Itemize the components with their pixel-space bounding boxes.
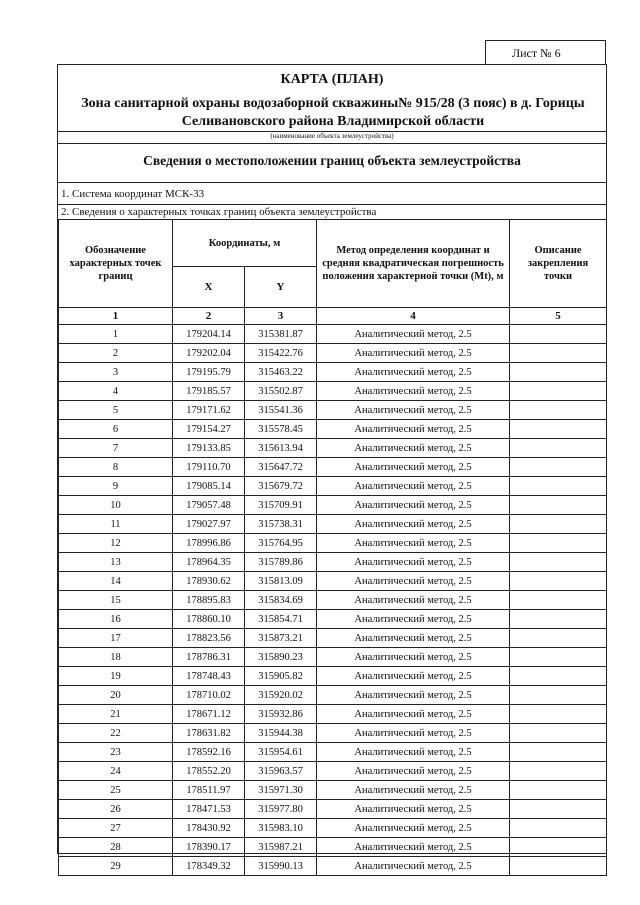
point-number-cell: 19 <box>59 667 173 686</box>
method-cell: Аналитический метод, 2.5 <box>317 610 510 629</box>
table-row <box>59 344 607 363</box>
point-number-cell: 6 <box>59 420 173 439</box>
point-number-cell: 29 <box>59 857 173 876</box>
table-row <box>59 572 607 591</box>
description-cell <box>510 363 607 382</box>
description-cell <box>510 420 607 439</box>
x-coordinate-cell: 178895.83 <box>173 591 245 610</box>
y-coordinate-cell: 315647.72 <box>245 458 317 477</box>
x-coordinate-cell: 178823.56 <box>173 629 245 648</box>
x-coordinate-cell: 178748.43 <box>173 667 245 686</box>
method-cell: Аналитический метод, 2.5 <box>317 819 510 838</box>
description-cell <box>510 800 607 819</box>
x-coordinate-cell: 178471.53 <box>173 800 245 819</box>
column-number-row <box>59 308 607 325</box>
x-coordinate-cell: 178671.12 <box>173 705 245 724</box>
point-number-cell: 3 <box>59 363 173 382</box>
x-coordinate-cell: 179171.62 <box>173 401 245 420</box>
y-coordinate-cell: 315905.82 <box>245 667 317 686</box>
section-title: Сведения о местоположении границ объекта землеустройства <box>143 153 521 168</box>
method-cell: Аналитический метод, 2.5 <box>317 344 510 363</box>
col-header-y: Y <box>245 267 317 308</box>
point-number-cell: 11 <box>59 515 173 534</box>
description-cell <box>510 325 607 344</box>
x-coordinate-cell: 178390.17 <box>173 838 245 857</box>
description-cell <box>510 667 607 686</box>
method-cell: Аналитический метод, 2.5 <box>317 401 510 420</box>
method-cell: Аналитический метод, 2.5 <box>317 458 510 477</box>
y-coordinate-cell: 315834.69 <box>245 591 317 610</box>
y-coordinate-cell: 315764.95 <box>245 534 317 553</box>
x-coordinate-cell: 179185.57 <box>173 382 245 401</box>
table-row <box>59 363 607 382</box>
x-coordinate-cell: 178930.62 <box>173 572 245 591</box>
point-number-cell: 4 <box>59 382 173 401</box>
description-cell <box>510 838 607 857</box>
description-cell <box>510 477 607 496</box>
x-coordinate-cell: 179154.27 <box>173 420 245 439</box>
method-cell: Аналитический метод, 2.5 <box>317 648 510 667</box>
x-coordinate-cell: 179027.97 <box>173 515 245 534</box>
description-cell <box>510 496 607 515</box>
table-row <box>59 458 607 477</box>
description-cell <box>510 686 607 705</box>
y-coordinate-cell: 315977.80 <box>245 800 317 819</box>
y-coordinate-cell: 315422.76 <box>245 344 317 363</box>
y-coordinate-cell: 315613.94 <box>245 439 317 458</box>
table-row <box>59 439 607 458</box>
description-cell <box>510 743 607 762</box>
table-row <box>59 762 607 781</box>
column-number: 2 <box>173 308 245 325</box>
point-number-cell: 14 <box>59 572 173 591</box>
point-number-cell: 20 <box>59 686 173 705</box>
x-coordinate-cell: 178430.92 <box>173 819 245 838</box>
y-coordinate-cell: 315954.61 <box>245 743 317 762</box>
divider <box>58 143 606 144</box>
method-cell: Аналитический метод, 2.5 <box>317 705 510 724</box>
col-header-x: X <box>173 267 245 308</box>
table-row <box>59 496 607 515</box>
x-coordinate-cell: 178996.86 <box>173 534 245 553</box>
table-row <box>59 648 607 667</box>
col-header-point: Обозначение характерных точек границ <box>59 220 173 308</box>
method-cell: Аналитический метод, 2.5 <box>317 724 510 743</box>
y-coordinate-cell: 315920.02 <box>245 686 317 705</box>
table-row <box>59 629 607 648</box>
description-cell <box>510 781 607 800</box>
description-cell <box>510 819 607 838</box>
point-number-cell: 22 <box>59 724 173 743</box>
points-section-label: 2. Сведения о характерных точках границ объекта землеустройства <box>61 206 377 218</box>
x-coordinate-cell: 178710.02 <box>173 686 245 705</box>
description-cell <box>510 762 607 781</box>
point-number-cell: 21 <box>59 705 173 724</box>
document-title: КАРТА (ПЛАН) <box>280 72 384 87</box>
y-coordinate-cell: 315709.91 <box>245 496 317 515</box>
method-cell: Аналитический метод, 2.5 <box>317 325 510 344</box>
document-subtitle: Зона санитарной охраны водозаборной скважины№ 915/28 (3 пояс) в д. Горицы Селивановского района Владимирской области <box>81 96 585 129</box>
column-number: 1 <box>59 308 173 325</box>
table-row <box>59 382 607 401</box>
method-cell: Аналитический метод, 2.5 <box>317 477 510 496</box>
column-number: 4 <box>317 308 510 325</box>
object-caption: (наименование объекта землеустройства) <box>270 132 394 140</box>
x-coordinate-cell: 179085.14 <box>173 477 245 496</box>
x-coordinate-cell: 178511.97 <box>173 781 245 800</box>
point-number-cell: 16 <box>59 610 173 629</box>
point-number-cell: 9 <box>59 477 173 496</box>
x-coordinate-cell: 179110.70 <box>173 458 245 477</box>
description-cell <box>510 458 607 477</box>
description-cell <box>510 857 607 876</box>
table-row <box>59 420 607 439</box>
divider <box>58 204 606 205</box>
table-row <box>59 534 607 553</box>
description-cell <box>510 572 607 591</box>
sheet-number: Лист № 6 <box>485 40 606 64</box>
point-number-cell: 28 <box>59 838 173 857</box>
method-cell: Аналитический метод, 2.5 <box>317 800 510 819</box>
divider <box>58 182 606 183</box>
table-row <box>59 686 607 705</box>
description-cell <box>510 648 607 667</box>
y-coordinate-cell: 315963.57 <box>245 762 317 781</box>
y-coordinate-cell: 315738.31 <box>245 515 317 534</box>
table-row <box>59 819 607 838</box>
method-cell: Аналитический метод, 2.5 <box>317 439 510 458</box>
table-row <box>59 800 607 819</box>
y-coordinate-cell: 315990.13 <box>245 857 317 876</box>
method-cell: Аналитический метод, 2.5 <box>317 572 510 591</box>
y-coordinate-cell: 315873.21 <box>245 629 317 648</box>
method-cell: Аналитический метод, 2.5 <box>317 781 510 800</box>
table-row <box>59 743 607 762</box>
column-number: 3 <box>245 308 317 325</box>
point-number-cell: 7 <box>59 439 173 458</box>
table-row <box>59 838 607 857</box>
method-cell: Аналитический метод, 2.5 <box>317 629 510 648</box>
method-cell: Аналитический метод, 2.5 <box>317 686 510 705</box>
description-cell <box>510 515 607 534</box>
y-coordinate-cell: 315463.22 <box>245 363 317 382</box>
table-row <box>59 515 607 534</box>
point-number-cell: 15 <box>59 591 173 610</box>
col-header-description: Описание закрепления точки <box>510 220 607 308</box>
y-coordinate-cell: 315679.72 <box>245 477 317 496</box>
method-cell: Аналитический метод, 2.5 <box>317 420 510 439</box>
method-cell: Аналитический метод, 2.5 <box>317 553 510 572</box>
table-row <box>59 724 607 743</box>
y-coordinate-cell: 315381.87 <box>245 325 317 344</box>
y-coordinate-cell: 315932.86 <box>245 705 317 724</box>
description-cell <box>510 382 607 401</box>
x-coordinate-cell: 178860.10 <box>173 610 245 629</box>
x-coordinate-cell: 178786.31 <box>173 648 245 667</box>
description-cell <box>510 439 607 458</box>
method-cell: Аналитический метод, 2.5 <box>317 382 510 401</box>
table-row <box>59 477 607 496</box>
point-number-cell: 2 <box>59 344 173 363</box>
coordinate-system: 1. Система координат МСК-33 <box>61 188 205 200</box>
description-cell <box>510 344 607 363</box>
y-coordinate-cell: 315983.10 <box>245 819 317 838</box>
x-coordinate-cell: 179057.48 <box>173 496 245 515</box>
col-header-method: Метод определения координат и средняя квадратическая погрешность положения характерной точки (Mt), м <box>317 220 510 308</box>
table-row <box>59 591 607 610</box>
description-cell <box>510 534 607 553</box>
point-number-cell: 12 <box>59 534 173 553</box>
y-coordinate-cell: 315813.09 <box>245 572 317 591</box>
y-coordinate-cell: 315502.87 <box>245 382 317 401</box>
x-coordinate-cell: 178592.16 <box>173 743 245 762</box>
y-coordinate-cell: 315541.36 <box>245 401 317 420</box>
x-coordinate-cell: 178631.82 <box>173 724 245 743</box>
x-coordinate-cell: 179133.85 <box>173 439 245 458</box>
method-cell: Аналитический метод, 2.5 <box>317 591 510 610</box>
x-coordinate-cell: 179204.14 <box>173 325 245 344</box>
table-row <box>59 705 607 724</box>
point-number-cell: 17 <box>59 629 173 648</box>
point-number-cell: 24 <box>59 762 173 781</box>
col-header-coordinates: Координаты, м <box>173 220 317 267</box>
point-number-cell: 10 <box>59 496 173 515</box>
point-number-cell: 1 <box>59 325 173 344</box>
description-cell <box>510 610 607 629</box>
method-cell: Аналитический метод, 2.5 <box>317 363 510 382</box>
x-coordinate-cell: 178552.20 <box>173 762 245 781</box>
method-cell: Аналитический метод, 2.5 <box>317 534 510 553</box>
table-row <box>59 857 607 876</box>
x-coordinate-cell: 178964.35 <box>173 553 245 572</box>
y-coordinate-cell: 315944.38 <box>245 724 317 743</box>
method-cell: Аналитический метод, 2.5 <box>317 838 510 857</box>
y-coordinate-cell: 315971.30 <box>245 781 317 800</box>
point-number-cell: 23 <box>59 743 173 762</box>
description-cell <box>510 591 607 610</box>
point-number-cell: 25 <box>59 781 173 800</box>
document-frame <box>57 64 607 872</box>
y-coordinate-cell: 315890.23 <box>245 648 317 667</box>
point-number-cell: 8 <box>59 458 173 477</box>
table-row <box>59 553 607 572</box>
description-cell <box>510 724 607 743</box>
method-cell: Аналитический метод, 2.5 <box>317 762 510 781</box>
description-cell <box>510 705 607 724</box>
y-coordinate-cell: 315578.45 <box>245 420 317 439</box>
point-number-cell: 27 <box>59 819 173 838</box>
method-cell: Аналитический метод, 2.5 <box>317 667 510 686</box>
table-row <box>59 781 607 800</box>
boundary-points-table <box>58 219 607 876</box>
description-cell <box>510 629 607 648</box>
method-cell: Аналитический метод, 2.5 <box>317 496 510 515</box>
column-number: 5 <box>510 308 607 325</box>
point-number-cell: 5 <box>59 401 173 420</box>
table-row <box>59 610 607 629</box>
y-coordinate-cell: 315789.86 <box>245 553 317 572</box>
y-coordinate-cell: 315987.21 <box>245 838 317 857</box>
point-number-cell: 26 <box>59 800 173 819</box>
table-row <box>59 667 607 686</box>
x-coordinate-cell: 178349.32 <box>173 857 245 876</box>
description-cell <box>510 401 607 420</box>
table-row <box>59 325 607 344</box>
point-number-cell: 13 <box>59 553 173 572</box>
method-cell: Аналитический метод, 2.5 <box>317 515 510 534</box>
y-coordinate-cell: 315854.71 <box>245 610 317 629</box>
table-row <box>59 401 607 420</box>
method-cell: Аналитический метод, 2.5 <box>317 743 510 762</box>
x-coordinate-cell: 179202.04 <box>173 344 245 363</box>
x-coordinate-cell: 179195.79 <box>173 363 245 382</box>
method-cell: Аналитический метод, 2.5 <box>317 857 510 876</box>
point-number-cell: 18 <box>59 648 173 667</box>
description-cell <box>510 553 607 572</box>
